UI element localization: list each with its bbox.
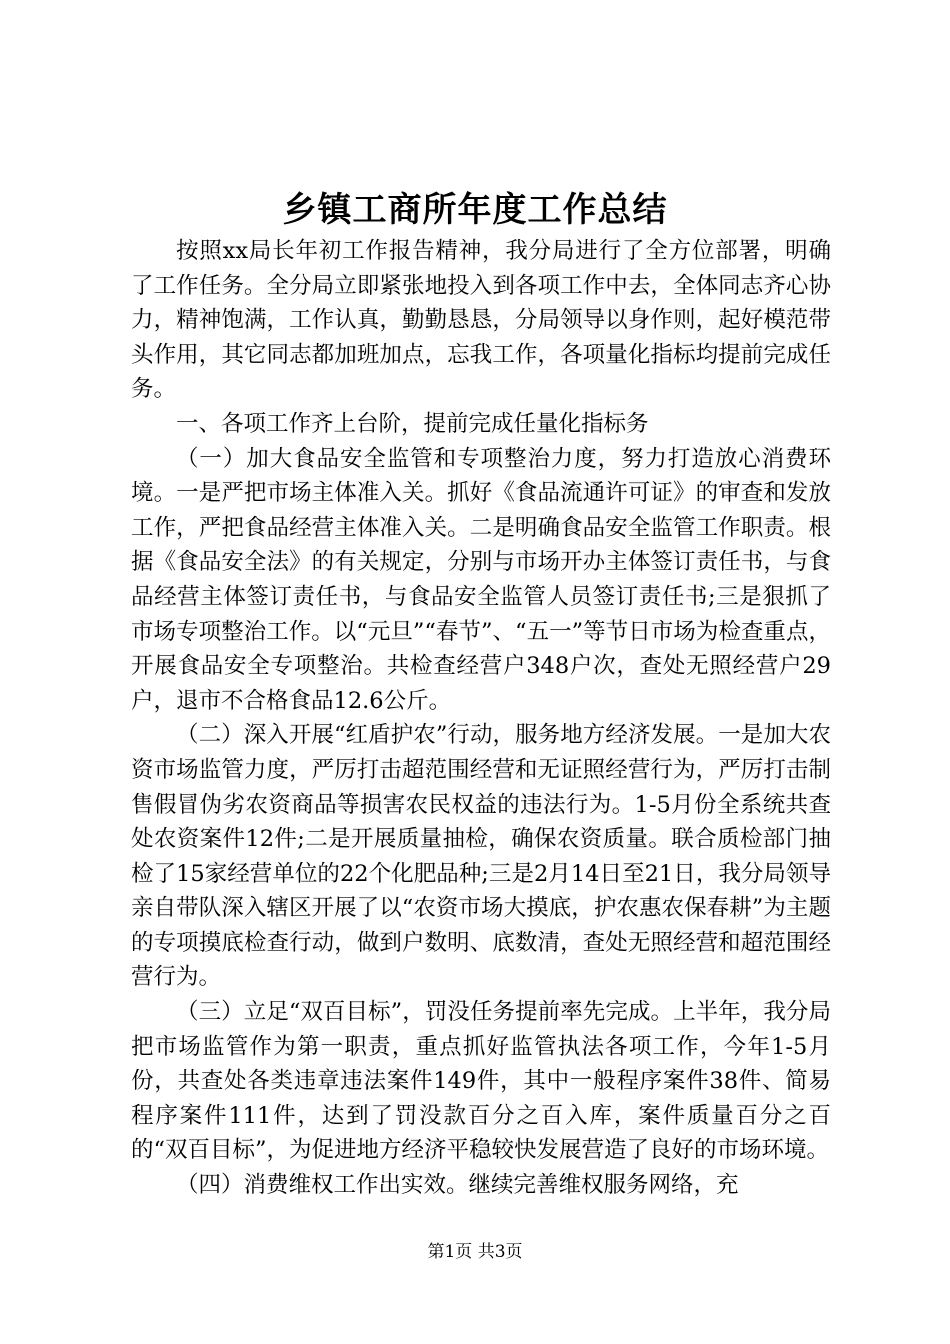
paragraph-food-safety: （一）加大食品安全监管和专项整治力度，努力打造放心消费环境。一是严把市场主体准入关。抓好《食品流通许可证》的审查和发放工作，严把食品经营主体准入关。二是明确食品安全监管工作职责。根据《食品安全法》的有关规定，分别与市场开办主体签订责任书，与食品经营主体签订责任书，与食品安全监管人员签订责任书;三是狠抓了市场专项整治工作。以“元旦”“春节”、“五一”等节日市场为检查重点，开展食品安全专项整治。共检查经营户348户次，查处无照经营户29户，退市不合格食品12.6公斤。: [131, 445, 831, 714]
section-heading-1: 一、各项工作齐上台阶，提前完成任量化指标务: [176, 410, 649, 437]
paragraph-red-shield: （二）深入开展“红盾护农”行动，服务地方经济发展。一是加大农资市场监管力度，严厉打击超范围经营和无证照经营行为，严厉打击制售假冒伪劣农资商品等损害农民权益的违法行为。1-5月份全系统共查处农资案件12件;二是开展质量抽检，确保农资质量。联合质检部门抽检了15家经营单位的22个化肥品种;三是2月14日至21日，我分局领导亲自带队深入辖区开展了以“农资市场大摸底，护农惠农保春耕”为主题的专项摸底检查行动，做到户数明、底数清，查处无照经营和超范围经营行为。: [131, 722, 831, 991]
paragraph-consumer-rights: （四）消费维权工作出实效。继续完善维权服务网络，充: [176, 1172, 739, 1199]
document-body: [131, 234, 831, 1203]
page-footer: 第1页 共3页: [427, 1242, 523, 1262]
document-title: 乡镇工商所年度工作总结: [282, 190, 668, 230]
intro-paragraph: 按照xx局长年初工作报告精神，我分局进行了全方位部署，明确了工作任务。全分局立即紧张地投入到各项工作中去，全体同志齐心协力，精神饱满，工作认真，勤勤恳恳，分局领导以身作则，起好模范带头作用，其它同志都加班加点，忘我工作，各项量化指标均提前完成任务。: [131, 238, 831, 403]
paragraph-double-hundred: （三）立足“双百目标”，罚没任务提前率先完成。上半年，我分局把市场监管作为第一职责，重点抓好监管执法各项工作，今年1-5月份，共查处各类违章违法案件149件，其中一般程序案件38件、简易程序案件111件，达到了罚没款百分之百入库，案件质量百分之百的“双百目标”，为促进地方经济平稳较快发展营造了良好的市场环境。: [131, 999, 831, 1164]
